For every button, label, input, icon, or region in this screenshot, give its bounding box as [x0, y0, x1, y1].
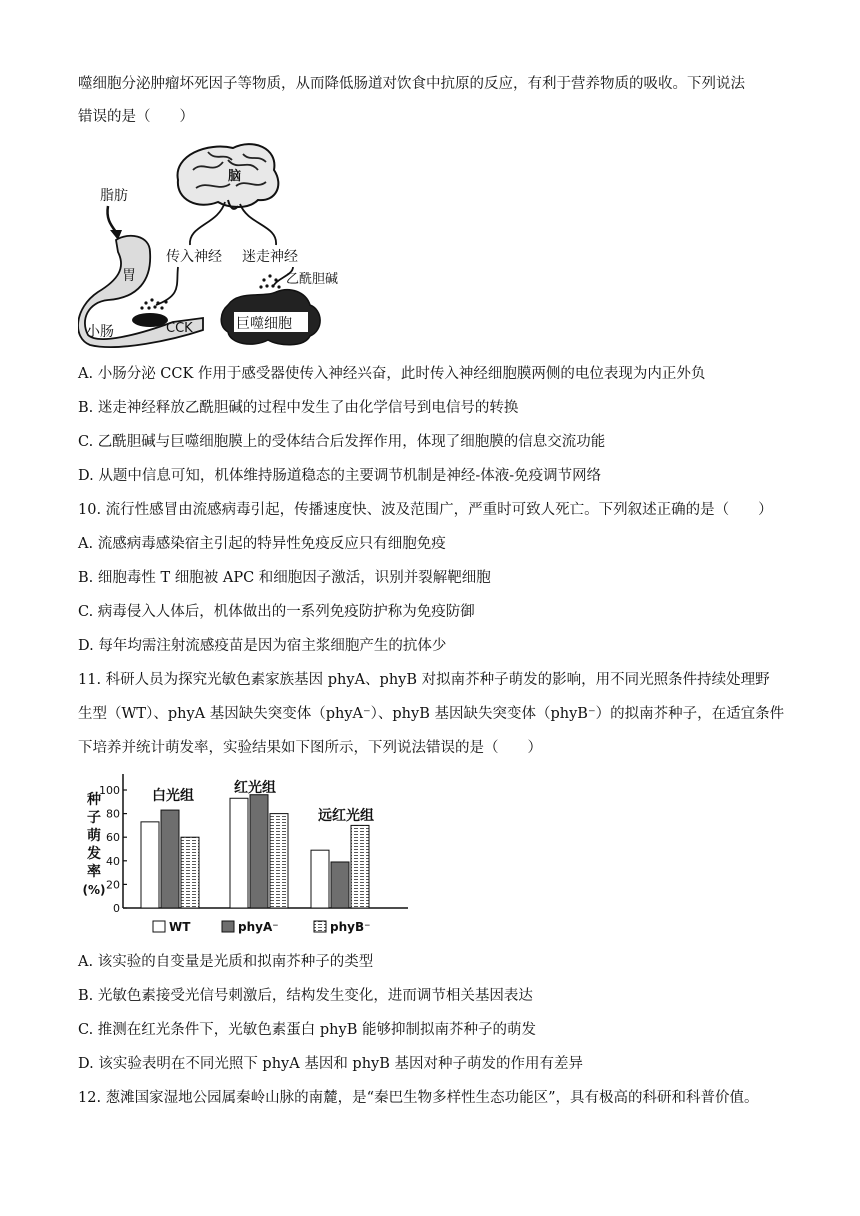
q11-option-b: B. 光敏色素接受光信号刺激后，结构发生变化，进而调节相关基因表达: [78, 988, 533, 1004]
bar-2-2: [250, 795, 268, 908]
q11-option-d: D. 该实验表明在不同光照下 phyA 基因和 phyB 基因对种子萌发的作用有差异: [78, 1056, 584, 1072]
bar-1-3: [311, 850, 329, 908]
q9-intro-line2: 错误的是（ ）: [78, 109, 194, 125]
bar-1-1: [141, 822, 159, 908]
small-intestine-label: 小肠: [86, 324, 114, 340]
y-label-char: 率: [87, 864, 101, 880]
q11-stem-line2: 生型（WT）、phyA 基因缺失突变体（phyA⁻）、phyB 基因缺失突变体（phyB⁻）的拟南芥种子，在适宜条件: [78, 706, 785, 722]
y-label-char: (%): [82, 883, 106, 897]
q11-stem-line3: 下培养并统计萌发率，实验结果如下图所示，下列说法错误的是（ ）: [78, 740, 542, 756]
y-axis-label: [83, 791, 106, 897]
bar-3-2: [270, 814, 288, 908]
legend-swatch: [222, 921, 234, 932]
y-label-char: 种: [87, 792, 101, 808]
legend-label: phyA⁻: [238, 920, 279, 934]
y-tick-label: 0: [113, 902, 120, 915]
q10-option-c: C. 病毒侵入人体后，机体做出的一系列免疫防护称为免疫防御: [78, 604, 475, 620]
cck-dots: [140, 298, 167, 309]
legend-label: WT: [169, 920, 191, 934]
q9-option-b: B. 迷走神经释放乙酰胆碱的过程中发生了由化学信号到电信号的转换: [78, 400, 519, 416]
y-tick-label: 40: [106, 854, 120, 868]
legend-label: phyB⁻: [330, 920, 371, 934]
category-label: 红光组: [234, 780, 276, 796]
legend-swatch: [153, 921, 165, 932]
q10-option-d: D. 每年均需注射流感疫苗是因为宿主浆细胞产生的抗体少: [78, 638, 447, 654]
q9-option-a: A. 小肠分泌 CCK 作用于感受器使传入神经兴奋，此时传入神经细胞膜两侧的电位表现为内正外负: [78, 366, 706, 382]
cck-label: CCK: [166, 321, 193, 336]
q9-option-d: D. 从题中信息可知，机体维持肠道稳态的主要调节机制是神经-体液-免疫调节网络: [78, 468, 602, 484]
brain-label: 脑: [228, 169, 242, 184]
afferent-nerve-label: 传入神经: [166, 249, 222, 265]
macrophage-label: 巨噬细胞: [236, 316, 292, 332]
bar-2-3: [331, 862, 349, 908]
q11-option-a: A. 该实验的自变量是光质和拟南芥种子的类型: [78, 954, 374, 970]
y-label-char: 萌: [87, 828, 101, 844]
q10-option-b: B. 细胞毒性 T 细胞被 APC 和细胞因子激活，识别并裂解靶细胞: [78, 570, 491, 586]
q12-stem: 12. 葱滩国家湿地公园属秦岭山脉的南麓，是“秦巴生物多样性生态功能区”，具有极高的科研和科普价值。: [78, 1090, 759, 1106]
q11-germination-chart: [78, 770, 418, 945]
legend: [153, 920, 370, 934]
q9-intro-line1: 噬细胞分泌肿瘤坏死因子等物质，从而降低肠道对饮食中抗原的反应，有利于营养物质的吸收。下列说法: [78, 76, 745, 92]
stomach-label: 胃: [122, 268, 136, 284]
y-tick-label: 80: [106, 807, 120, 821]
y-tick-label: 100: [99, 784, 120, 797]
q9-diagram: [78, 140, 368, 350]
category-label: 白光组: [152, 788, 194, 804]
q10-option-a: A. 流感病毒感染宿主引起的特异性免疫反应只有细胞免疫: [78, 536, 446, 552]
q11-option-c: C. 推测在红光条件下，光敏色素蛋白 phyB 能够抑制拟南芥种子的萌发: [78, 1022, 536, 1038]
legend-swatch: [314, 921, 326, 932]
category-label: 远红光组: [318, 808, 374, 824]
y-tick-label: 60: [106, 831, 120, 845]
y-label-char: 发: [87, 846, 101, 862]
bar-2-1: [161, 810, 179, 908]
vagus-nerve-label: 迷走神经: [242, 249, 298, 265]
bar-3-1: [181, 837, 199, 908]
fat-label: 脂肪: [100, 188, 128, 204]
acetylcholine-label: 乙酰胆碱: [286, 272, 339, 287]
y-label-char: 子: [87, 810, 101, 826]
y-tick-label: 20: [106, 878, 120, 892]
q10-stem: 10. 流行性感冒由流感病毒引起，传播速度快、波及范围广，严重时可致人死亡。下列叙述正确的是（ ）: [78, 502, 773, 518]
bar-1-2: [230, 798, 248, 908]
bar-3-3: [351, 825, 369, 908]
q9-option-c: C. 乙酰胆碱与巨噬细胞膜上的受体结合后发挥作用，体现了细胞膜的信息交流功能: [78, 434, 606, 450]
q11-stem-line1: 11. 科研人员为探究光敏色素家族基因 phyA、phyB 对拟南芥种子萌发的影响，用不同光照条件持续处理野: [78, 672, 770, 688]
